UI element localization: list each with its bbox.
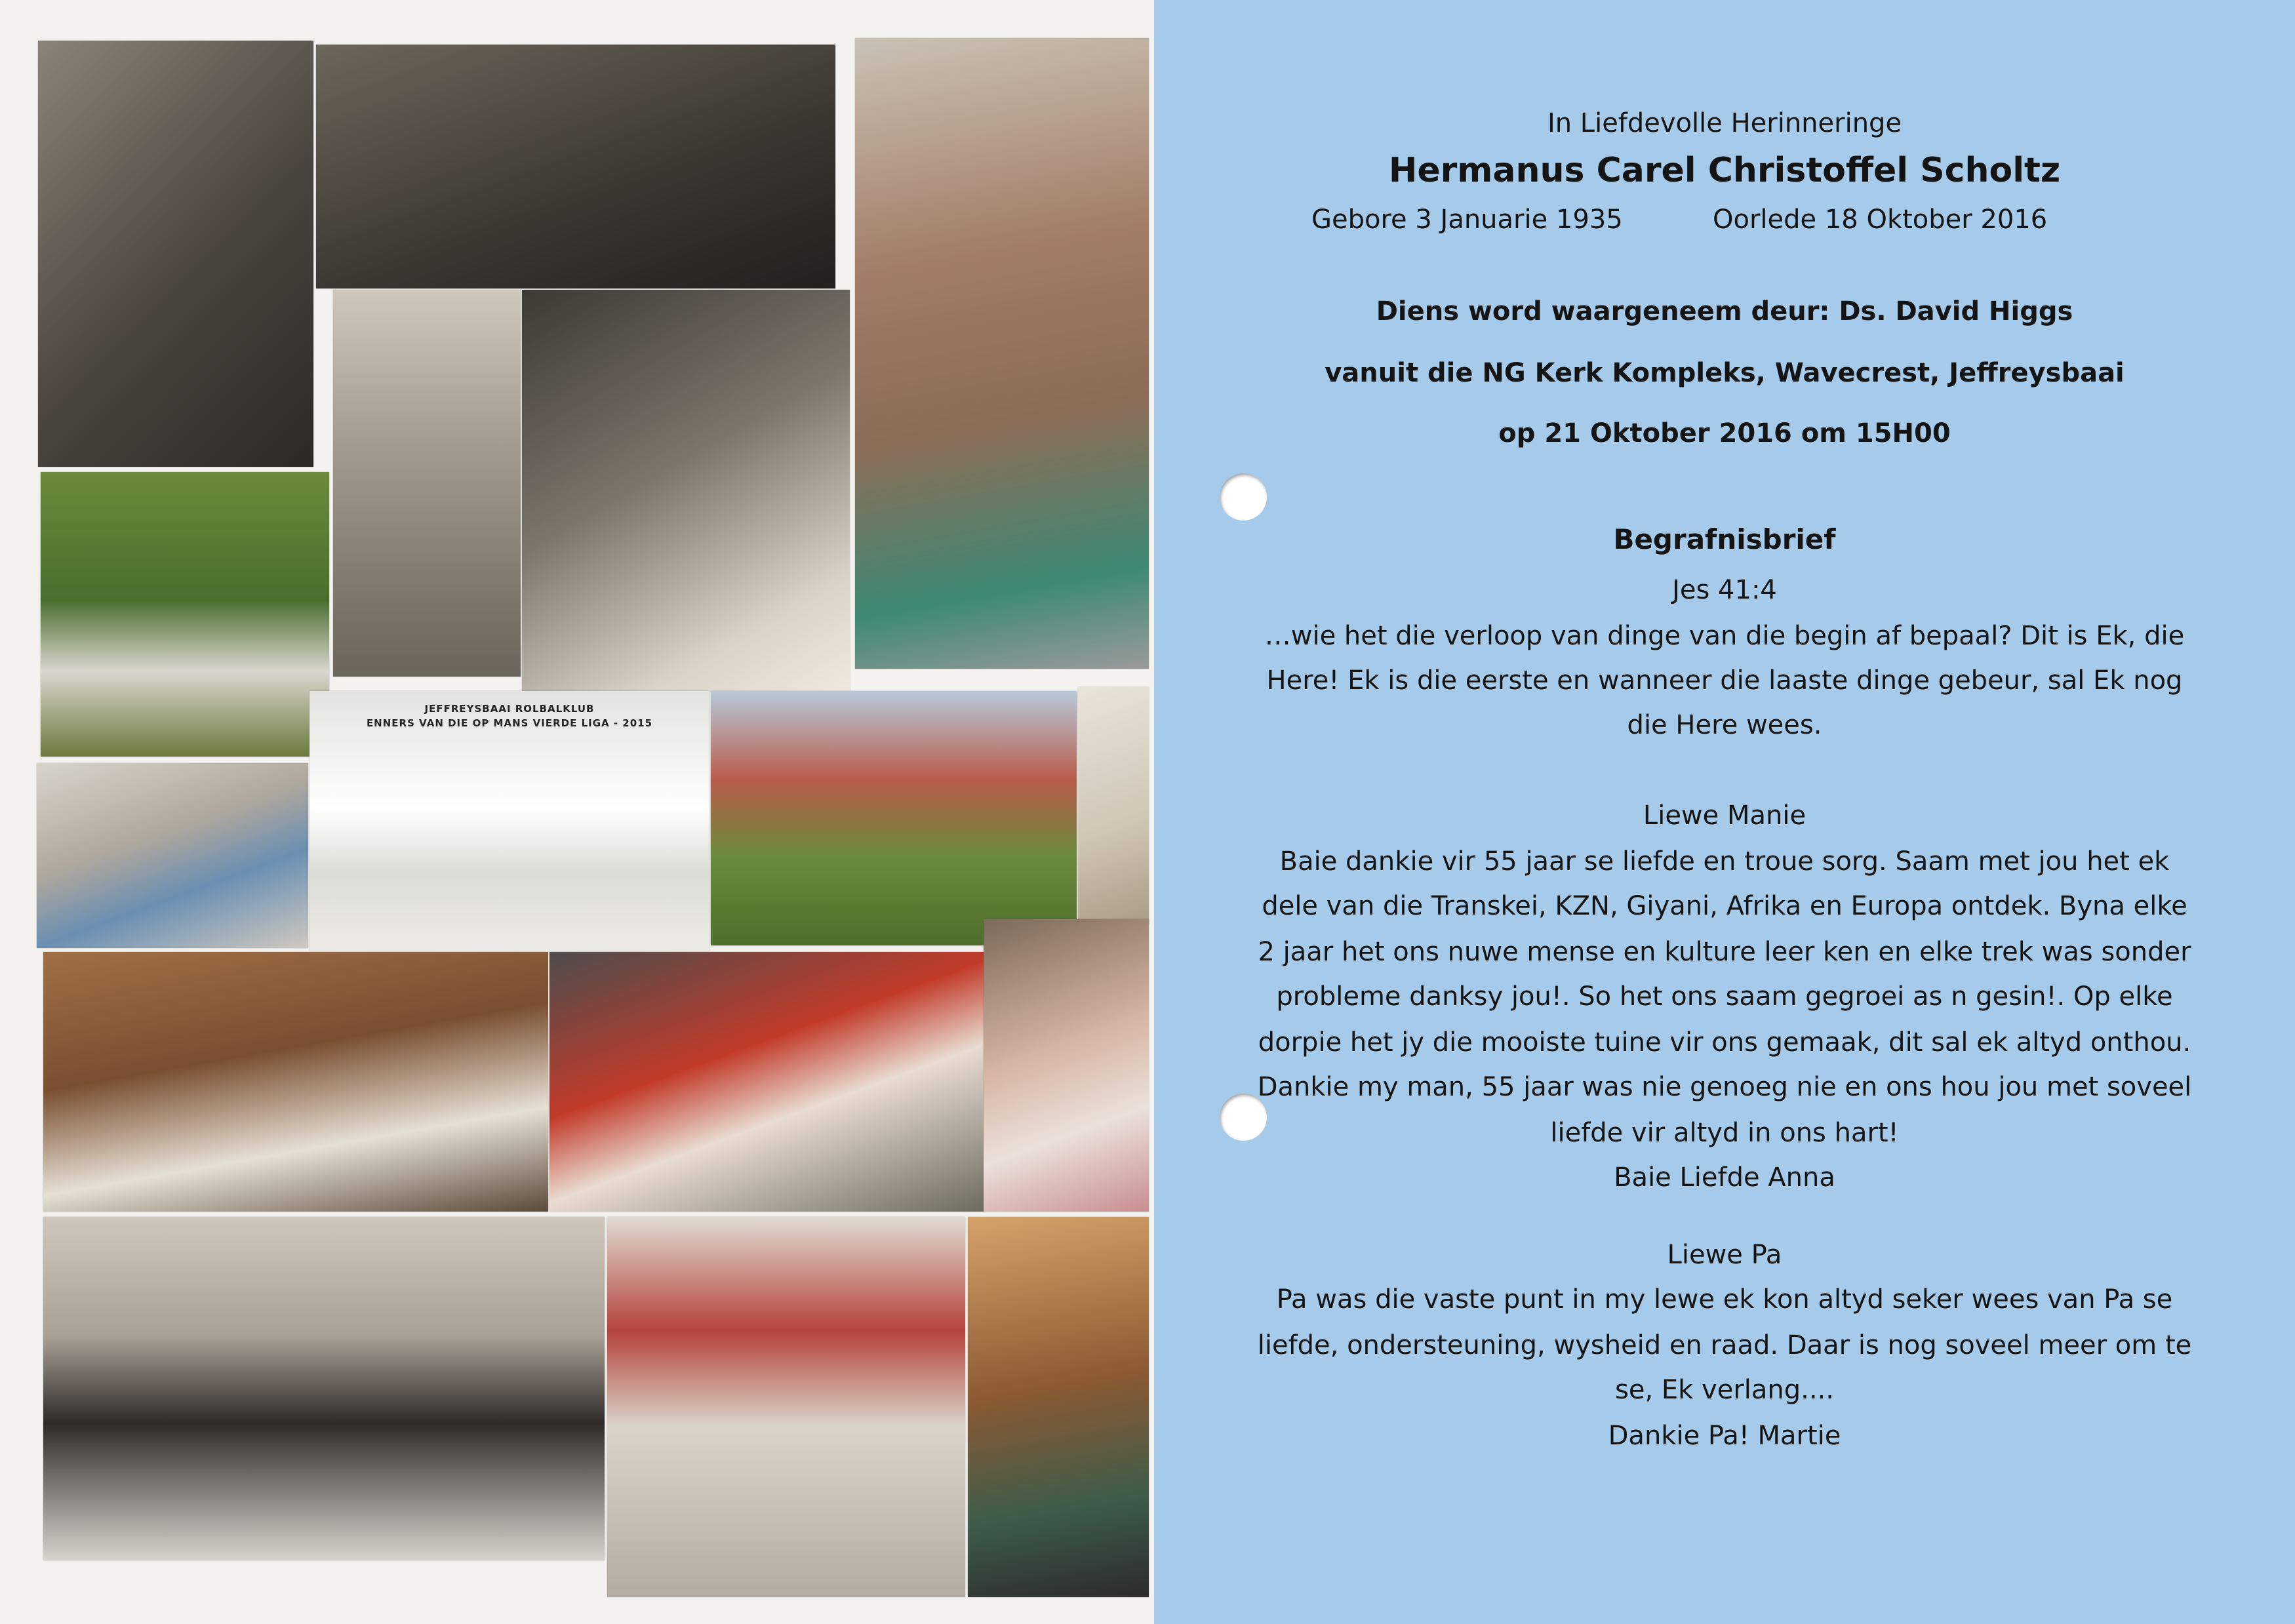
photo-family-on-stairs [855, 38, 1149, 669]
wife-message-line: probleme danksy jou!. So het ons saam gegroei as n gesin!. Op elke [1276, 981, 2173, 1012]
daughter-message-line: se, Ek verlang.... [1615, 1375, 1834, 1405]
photo-man-with-puppy [711, 691, 1077, 945]
photo-chair-corner [1078, 687, 1149, 924]
photo-couple-at-table [37, 763, 308, 948]
photo-two-men-seated [607, 1217, 965, 1597]
punch-hole-top [1220, 473, 1267, 521]
photo-bowls-club-team [309, 691, 709, 951]
intro-line: In Liefdevolle Herinneringe [1547, 108, 1902, 138]
photo-young-man-suit [38, 41, 313, 467]
letter-title: Begrafnisbrief [1613, 523, 1836, 555]
wife-message-line: Baie dankie vir 55 jaar se liefde en troue sorg. Saam met jou het ek [1279, 846, 2170, 877]
photo-family-at-bar [549, 952, 985, 1212]
team-caption-line1: JEFFREYSBAAI ROLBALKLUB [424, 703, 595, 715]
photo-restaurant-group [43, 952, 548, 1212]
daughter-message-line: Pa was die vaste punt in my lewe ek kon altyd seker wees van Pa se [1276, 1284, 2173, 1315]
wife-message-line: dele van die Transkei, KZN, Giyani, Afrika en Europa ontdek. Byna elke [1262, 891, 2187, 921]
team-caption-line2: ENNERS VAN DIE OP MANS VIERDE LIGA - 2015 [366, 717, 653, 729]
service-officiant: Diens word waargeneem deur: Ds. David Higgs [1376, 296, 2073, 327]
verse-line: Here! Ek is die eerste en wanneer die laaste dinge gebeur, sal Ek nog [1266, 665, 2183, 696]
deceased-name: Hermanus Carel Christoffel Scholtz [1388, 151, 2061, 190]
daughter-signoff: Dankie Pa! Martie [1608, 1421, 1841, 1451]
wife-greeting: Liewe Manie [1643, 801, 1806, 831]
life-dates [1154, 205, 2295, 244]
photo-wedding-couple-group [316, 45, 835, 288]
photo-child-armchair [968, 1217, 1149, 1597]
death-date: Oorlede 18 Oktober 2016 [1713, 205, 2048, 235]
wife-message-line: dorpie het jy die mooiste tuine vir ons gemaak, dit sal ek altyd onthou. [1258, 1027, 2191, 1058]
memorial-card-page [1154, 0, 2295, 1624]
daughter-message-line: liefde, ondersteuning, wysheid en raad. Daar is nog soveel meer om te [1257, 1330, 2192, 1360]
photo-family-on-sofa [43, 1217, 605, 1560]
photo-woman-smiling [984, 919, 1149, 1212]
wife-message-line: 2 jaar het ons nuwe mense en kulture leer ken en elke trek was sonder [1258, 937, 2191, 967]
wife-message-line: liefde vir altyd in ons hart! [1550, 1118, 1899, 1148]
service-venue: vanuit die NG Kerk Kompleks, Wavecrest, Jeffreysbaai [1325, 358, 2125, 388]
daughter-greeting: Liewe Pa [1667, 1240, 1782, 1270]
verse-reference: Jes 41:4 [1672, 575, 1777, 605]
wife-message-line: Dankie my man, 55 jaar was nie genoeg nie en ons hou jou met soveel [1257, 1072, 2192, 1102]
photo-wedding-cake [522, 290, 850, 691]
photo-lawn-bowls-player [41, 472, 329, 757]
photo-portrait-tie [333, 290, 521, 677]
service-datetime: op 21 Oktober 2016 om 15H00 [1498, 418, 1951, 448]
verse-line: …wie het die verloop van dinge van die begin af bepaal? Dit is Ek, die [1264, 621, 2185, 651]
verse-line: die Here wees. [1627, 710, 1822, 740]
wife-signoff: Baie Liefde Anna [1614, 1162, 1835, 1193]
birth-date: Gebore 3 Januarie 1935 [1311, 205, 1623, 235]
